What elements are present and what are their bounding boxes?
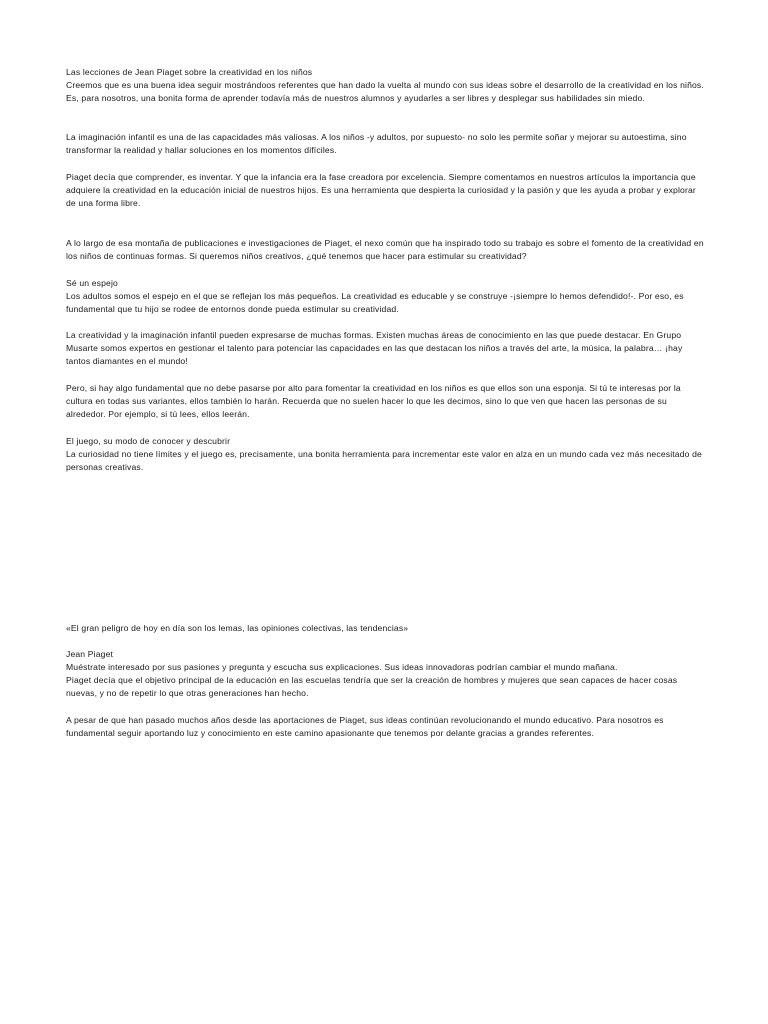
paragraph-final-text: A pesar de que han pasado muchos años desde las aportaciones de Piaget, sus ideas continúan revolucionando el mundo educativo. Para nosotros es fundamental seguir aportando luz y conocimiento en este camino apasionante que tenemos por delante gracias a grandes referentes.	[66, 715, 664, 738]
paragraph-esponja-text: Pero, si hay algo fundamental que no debe pasarse por alto para fomentar la creatividad en los niños es que ellos son una esponja. Si tú te interesas por la cultura en todas sus variantes, ellos también lo harán. Recuerda que no suelen hacer lo que les decimos, sino lo que ven que hacen las personas de su alrededor. Por ejemplo, si tú lees, ellos leerán.	[66, 383, 681, 419]
paragraph-montana	[66, 237, 706, 263]
article-title: Las lecciones de Jean Piaget sobre la creatividad en los niños	[66, 67, 313, 77]
paragraph-piaget-decia-text: Piaget decía que comprender, es inventar. Y que la infancia era la fase creadora por excelencia. Siempre comentamos en nuestros artículos la importancia que adquiere la creatividad en la educación inicial de nuestros hijos. Es una herramienta que despierta la curiosidad y la pasión y que les ayuda a probar y explorar de una forma libre.	[66, 172, 696, 208]
intro-paragraph: Creemos que es una buena idea seguir mostrándoos referentes que han dado la vuelta al mundo con sus ideas sobre el desarrollo de la creatividad en los niños. Es, para nosotros, una bonita forma de aprender todavía más de nuestros alumnos y ayudarles a ser libres y desplegar sus habilidades sin miedo.	[66, 80, 704, 103]
section-espejo	[66, 277, 706, 316]
paragraph-piaget-decia	[66, 171, 706, 210]
paragraph-espejo: Los adultos somos el espejo en el que se reflejan los más pequeños. La creatividad es educable y se construye -¡siempre lo hemos defendido!-. Por eso, es fundamental que tu hijo se rodee de entornos donde pueda estimular su creatividad.	[66, 291, 684, 314]
section-juego	[66, 435, 706, 474]
paragraph-muestrate: Muéstrate interesado por sus pasiones y pregunta y escucha sus explicaciones. Sus ideas innovadoras podrían cambiar el mundo mañana.	[66, 662, 618, 672]
paragraph-formas	[66, 329, 706, 368]
quote-text: «El gran peligro de hoy en día son los lemas, las opiniones colectivas, las tendencias»	[66, 623, 409, 633]
paragraph-imaginacion	[66, 131, 706, 157]
paragraph-imaginacion-text: La imaginación infantil es una de las capacidades más valiosas. A los niños -y adultos, por supuesto- no solo les permite soñar y mejorar su autoestima, sino transformar la realidad y hallar soluciones en los momentos difíciles.	[66, 132, 687, 155]
heading-juego: El juego, su modo de conocer y descubrir	[66, 436, 231, 446]
paragraph-juego: La curiosidad no tiene límites y el juego es, precisamente, una bonita herramienta para incrementar este valor en alza en un mundo cada vez más necesitado de personas creativas.	[66, 449, 702, 472]
quote-block	[66, 622, 706, 635]
paragraph-objetivo: Piaget decía que el objetivo principal de la educación en las escuelas tendría que ser la creación de hombres y mujeres que sean capaces de hacer cosas nuevas, y no de repetir lo que otras generaciones han hecho.	[66, 675, 678, 698]
heading-espejo: Sé un espejo	[66, 278, 118, 288]
paragraph-montana-text: A lo largo de esa montaña de publicaciones e investigaciones de Piaget, el nexo común que ha inspirado todo su trabajo es sobre el fomento de la creatividad en los niños de continuas formas. Si queremos niños creativos, ¿qué tenemos que hacer para estimular su creatividad?	[66, 238, 704, 261]
section-author	[66, 648, 706, 700]
paragraph-esponja	[66, 382, 706, 421]
paragraph-final	[66, 714, 706, 740]
paragraph-formas-text: La creatividad y la imaginación infantil pueden expresarse de muchas formas. Existen muchas áreas de conocimiento en las que puede destacar. En Grupo Musarte somos expertos en gestionar el talento para potenciar las capacidades en las que destacan los niños a través del arte, la música, la palabra… ¡hay tantos diamantes en el mundo!	[66, 330, 683, 366]
intro-section	[66, 66, 706, 105]
quote-author: Jean Piaget	[66, 649, 114, 659]
